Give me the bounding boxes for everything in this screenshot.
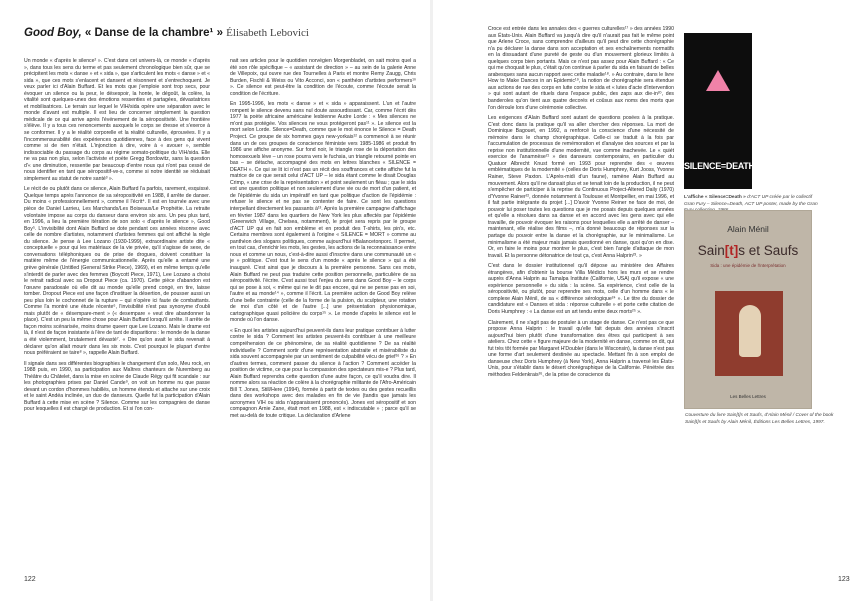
paragraph: Il signale dans ses différentes biographies le changement d'un solo, Meu rock, en 1988 puis, en 1990, sa participation aux Maîtres chanteurs de Nuremberg au Théâtre du Châtelet, dans la mise en scène de Claude Régy qui fit scandale : sur les photographies prises par Daniel Cande⁹, on voit un homme nu que passe devant un cordon d'hommes habillés, un homme étendu et attache sur une croix et le saint Andéa inclinée, un duo de danseurs. Quelle fut la participation d'Alain Buffard à cette mise en scène ? Silence. Comme sur les compagnies de danse pour lesquelles il est chargé de production. Et si l'on con- <box>24 360 210 413</box>
right-page <box>433 0 863 601</box>
poster-caption: L'affiche « Silence=Death » d'ACT UP créée par le collectif Gran Fury – Silence=Death, ACT UP poster, made by the Gran <box>684 195 818 207</box>
book-author: Alain Ménil <box>727 224 769 234</box>
page-number-right: 123 <box>838 576 850 583</box>
paragraph: Croce est entrée dans les annales des « guerres culturelles¹⁷ » des années 1990 aux États-Unis. Alain Buffard va jusqu'à dire qu'il n'aurait pas fait le même point que Arlene Croce, sans comprendre d'ailleurs qu'il peut dire cette chorégraphie n'a pu déclarer la danse dans son acceptation et ses enchaînements normatifs en la dissuadant d'une pureté de geste ou d'un mouvement glorieux limités à quelques corps bien portants. Mais ce n'est pas assez pour Alain Buffard : « Ce qui me choquait le plus, c'était qu'on continue à parler du sida en faisant de belles arabesques sans aucun rapport avec cette maladie¹⁸. » Au contraire, dans le livre How to Make Dances in an Epidemic¹⁹, la notion de chorégraphie sera étendue aux actions de rue des corps en lutte contre le sida et « lutes d'acte d'intervention » qui sont autant de rituels dans l'espace public, des zaps aux die-in²⁰, des banderoles qu'on tient aux quatre decorés et coûsus aux noms des morts que l'on déroule lors d'une cérémonie collective. <box>488 26 674 111</box>
paragraph: En 1995-1996, les mots « danse » et « sida » apparaissent. L'un et l'autre rompent le silence devenu sans nul doute assourdissant. Car, comme l'écrit dès 1977 la poète africaine américaine lesbienne Audre Lorde : « Mes silences ne m'ont pas protégée. Vos silences ne vous protégeront pas¹¹ ». Le silence est la mort selon Lorde. Silence=Death, comme que le mot énonce le Silence = Death Project. Ce groupe de six hommes gays new-yorkais¹² a commencé à se réunir dans un de ces groupes de conscience féministe vers 1985-1986 et produit fin 1986 une affiche anonyme. Sur fond noir, le triangle rose de la déportation des homosexuels lève – un rose pourra vers le fuchsia, un triangle retourné pointe en bas – se détache, accompagné des mots en lettres blanches « SILENCE = DEATH ». Ce qui se lit ici n'est pas un récit des souffrances et cette affiche fut la matrice de ce que serait celui d'ACT UP – le sida étant comme le disait Douglas Crimp, « une crise de la représentation » et point seulement un fléau ; que le sida est une question politique et non seulement d'une vie ou de mort d'un patient, et de l'épidémie du sida un impératif en tant que politique d'action de l'épidémie : refuser le silence et ne pas se contenter de faire. Ce sont les questions interpellant directement les passants à¹³. Après la première campagne d'affichage en février 1987 dans les quartiers de New York les plus affectés par l'épidémie (Greenwich Village, Chelsea, notamment), le projet sera repris par le groupe d'ACT UP qui en fait son emblème et en produit des T-shirts, les pin's, etc. Certains membres sont également à l'origine « SILENCE = MORT » comme au panthéon des slogans politiques, comme aujourd'hui #Balancetonporc. Il permet, en tout cas, d'enrichir les mots, les gestes, les actions de la reconnaissance entre nous et comme un nous, c'est-à-dire aussi d'inscrire dans une communauté un « je » politique. C'est tout le sens d'un monde « après le silence » qui a été inauguré. C'est ainsi que je discours à la première personne. Sans ces mots, Alain Buffard ne peut pas traduire cette position personnelle, particulière de sa séropositivité. l'écrire. C'est aussi tout l'enjeu du sens dans Good Boy – le corps qui se pose à soi, « même qui ne le dit pas encore, qui ne se pense pas en soi, l'autre et au monde¹⁴ », comme il l'écrit. La première action de Good Boy relève d'une belle contrainte (celle de la forme de la pulsion, du sculpteur, une rotation de moi d'un côté et de l'autre [...] une présentation physionomique, cartographique quasi policière du corps¹⁵ ». Le monde d'après le silence est le monde où l'on danse. <box>230 101 416 324</box>
book-subtitle: Sida : une épidémie de l'interprétation <box>710 263 786 268</box>
book-cover <box>685 211 811 408</box>
book-publisher: Les Belles Lettres <box>730 394 766 399</box>
article-title <box>24 26 424 40</box>
silence-death-poster <box>684 33 755 189</box>
left-column-1 <box>24 58 210 578</box>
pink-triangle-icon <box>706 70 730 91</box>
paragraph: Les exigences d'Alain Buffard sont autant de questions posées à la pratique. C'est donc dans la pratique qu'il va aller chercher des réponses. La mort de Dominique Bagouet, en 1992, a renforcé la conscience d'une nécessité de mémoire dans le champ chorégraphique. Celle-ci se traduit à la fois par l'accumulation de processus de remémoration et d'analyse des sources et par la reprise non institutionnelle d'une modernité, vue comme inachevée. Le « quiét exercice de l'anamnèse²¹ » des danseurs contemporains, en particulier du Quatuor Albrecht Knust formé en 1993 pour reprendre des « œuvres emblématiques de la modernité » (celles de Doris Humphrey, Kurt Jooss, Yvonne Rainer, Steve Paxton. L'Après-midi d'un faune), ramène Alain Buffard au mouvement. Alors qu'il ne dansait plus et se tenait loin de la production, il ne peut s'empêcher de participer à la reprise du Continuous Project-Altered Daily (1970) d'Yvonne Rainer²², donnée notamment à Toulouse et Montpellier, en mai 1996, et il fait partie intégrante du projet [...] D'avoir Yvonne Reiner ne face de moi, de pouvoir lui poser toutes les questions que je me posais depuis quelques années et qu'elle a résolues dans sa danse et en accord avec les gens avec qui elle travaille, de pouvoir évoquer les raisons pour lesquelles elle a arrêté de danser – maintenant, elle réalise des films –, m'a donné beaucoup de réponses sur la partage du pouvoir entre la danse et la chorégraphie, sur le minimalisme. Le minimalisme a été majeur mais jamais questionné en danse, quoi qu'on en dise. Or, en faire le moins pour montrer le plus, c'est bien l'angle d'attaque de mon travail. Et la personne détonatrice de tout ça, c'est Anna Halprin²³. » <box>488 115 674 259</box>
title-main: Good Boy, <box>24 27 82 39</box>
paragraph: Le récit de ou plutôt dans ce silence, Alain Buffard l'a parfois, rarement, esquissé. Quelque temps après l'annonce de sa séropositivité en 1988, il arrête de danser. Du moins « professionnellement », comme il l'écrit⁴. Il est en tournée avec une pièce de Daniel Larrieu, Les Marchands/Les Boiseaux/Le Prophétie. La retraite volontaire impose au corps du danseur dans environ six ans. Un peu plus tard, en 1996, a lieu la première itération de son solo « d'après le silence », Good Boy⁵. L'invisibilité dont Alain Buffard se dote pendant ces années résonne avec celle de nombre d'artistes, notamment d'artistes femmes qui ont affiché la règle du silence. Je pense à Lee Lozano (1930-1999), extraordinaire artiste dite « conceptuelle » pour qui les matériaux de la vie privée, qu'il s'agisse de sexe, de conversations téléphoniques ou de prise de drogues, doivent constituer la matière même de l'énergie communicationnelle. Après qu'elle a entamé une grève générale (Untitled (General Strike Piece), 1969), et en même temps qu'elle s'interdit de parler avec des femmes (Boycott Piece, 1971), Lee Lozano a choisi le retrait radical avec sa Dropout Piece (ca. 1970). Cette pièce d'abandon est l'œuvre paradoxale où elle dit au monde qu'elle prend congé, en tire, laisse tomber. Dropout Piece est une façon d'instituer la désertion, de pousser aussi un peu plus loin le cochonnet de la rupture – qui n'opère ici faute de combattants. Comme l'a montré une étude récente⁶, l'invisibilité n'est pas synonyme d'oubli mais plutôt de « désempare-ment » (« desempare » veut dire abandonner la place). C'est un peu la même chose pour Alain Buffard lorsqu'il arrête. Il arrête de façon moins scénarisée, moins drame queerr que Lee Lozano. Mais le drame est là, il n'est de façon insistante à l'ère de tant de disparitions : le monde de la danse a été violemment, brutalement dévasté⁷. « Dire qu'on avait le sida revenait à déclarer qu'on allait mourir dans les six mois. C'est pourquoi le plupart d'entre nous préféraient se taire⁸ », rappelle Alain Buffard. <box>24 186 210 357</box>
page-number-left: 122 <box>24 576 36 583</box>
book-title: Sain[t]s et Saufs <box>697 243 799 258</box>
book-cover-image <box>715 291 783 376</box>
right-column-1 <box>488 26 674 582</box>
left-page <box>0 0 430 601</box>
book-caption: Couverture du livre Sain[t]s et Saufs, d'Alain Ménil / Cover of the book Sain[t]s et Saufs by Alain Ménil, Éditions Les Belles Lettres, 1997. <box>685 413 834 425</box>
paragraph: C'est dans le dossier institutionnel qu'il dépose au ministère des Affaires étrangères, afin d'obtenir la bourse Villa Médicis hors les murs et se rendre auprès d'Anna Halprin au Tamalpa Institute (Californie, USA) qu'il expose « une expérience personnelle » du sida : la scène. Sa expérience, c'est celle de la séropositivité, ou plutôt, pour reprendre ses mots, celle d'un homme dans « le complexe Alain Ménil, de sa « différence sérologique²⁴ ». Le titre du dossier de candidature est « Danses et sida : réponse culturelle » et porte cette citation de Doris Humphrey : « La danse est un art tendu entre deux morts²⁵ ». <box>488 263 674 315</box>
title-author: Élisabeth Lebovici <box>226 27 309 39</box>
paragraph: Un monde « d'après le silence² ». C'est dans cet univers-là, ce monde « d'après », dans tous les sens du terme et pas seulement chronologique bien sûr, que se précipitent les mots « danse » et « sida », que s'articulent les mots « danse » et « sida », que ces mots s'enlacent et dansent et résonnent et s'entrechoquent. Je veux parler ici d'Alain Buffard. Et les mots que j'emploie sont trop secs, pour évoquer un silence ou la peur, le désespoir, la honte, le dégoût, la colère, la vitalité sont quelques-unes des émotions ressenties et partagées, dévastatrices et mobilisatrices. Le terrain sur lequel le VIH/sida opère une séparation avec le monde d'avant est multiple. Il est lieu de concerner simplement la question médicale de ce qui arrive après l'événement de la séropositivité. Une frontière s'élève. Il y a tous ces renoncements auxquels le corps se dresse et s'exerce à se conformer. Il y a le réalité corporelle et la réalité culturelle, éprouvées. Il y a l'incommensurabilité des expériences quotidiennes, face à des gens qui vivent comme si de rien n'était. L'injonction à dire, voire à « avouer », semble indissociable du passage du corps au régime somato-politique du VIH/sida. Elle ne va pas non plus, selon l'activiste et poète Gregg Bordowitz, sans la question d'« une diminution, ressentie par beaucoup d'entre nous qui n'ont pas cessé de nous identifier en tant que séropositif-ve-s, comme si notre identité se réduisait simplement au statut de notre santé³ ». <box>24 58 210 182</box>
paragraph: « En quoi les artistes aujourd'hui peuvent-ils dans leur pratique contribuer à lutter contre le sida ? Comment les artistes peuvent-ils contribuer à une meilleure compréhension de ce phénomène, de sa réalité quotidienne ? De sa réalité individuelle ? Comment sortir d'une représentation abstraite et misérabiliste du sida souvent accompagnée par un sentiment de culpabilité vécu de grief¹⁶ ? » En d'autres termes, comment passer du silence à l'action ? Comment accéder la position de victime, ce que pour la compassion des spectateurs mis-e ? Plus tard, Alain Buffard reprendra cette question d'une autre façon, ce qu'il voudra dire. Il nomme alors sa réaction de colère à la chorégraphie militante de l'Afro-Américain Bill T. Jones, Still/Here (1994), formée à partir de textes ou des gestes recueillis dans des workshops avec des malades en fin de vie (tandis que jamais les acronymes VIH ou sida n'apparaissent prononcés). Jones est séropositif et son compagnon Arnie Zane, était mort en 1988, est « indiscutable » ; parce qu'il se met au-delà de toute critique. La déclaration d'Arlene <box>230 327 416 419</box>
paragraph: Clairement, il ne s'agit pas de postuler à un stage de danse. Ce n'est pas ce que propose Anna Halprin : le travail qu'elle fait depuis des années s'inscrit aujourd'hui bien plutôt d'une transformation des êtres qui participent à ses ateliers. Chez cette « figure majeure de la modernité en danse, comme on dit, qui fut très tôt formée par Margaret H'Doubler (dans le Wisconsin), la danse n'est pas une forme d'art seulement destinée au spectacle. Mettant fin à son emploi de danseuse chez Doris Humphrey (à New York), Anna Halprin a traversé les États-Unis, pour s'établir dans le désert chorégraphique de la Californie. Pénétrée des méthodes Feldenkrais²⁶, de la prise de conscience du <box>488 319 674 378</box>
hand-icon <box>739 305 761 357</box>
left-column-2 <box>230 58 416 578</box>
paragraph: nait ses articles pour le quotidien norvégien Morgenbladet, on sait moins quel a été son rôle spécifique – « assistant de direction » – au sein de la galerie Anne de Villepoix, qui ouvre rue des Tournelles à Paris et montre Remy Zaugg, Chris Burden, Fischli & Weiss ou Vito Acconci, son « panthéon d'artistes performers¹⁰ ». Ce silence est peut-être la condition de l'écoute, comme l'écoute serait la condition de l'écriture. <box>230 58 416 97</box>
poster-slogan: SILENCE=DEATH <box>684 161 755 171</box>
title-subtitle: « Danse de la chambre¹ » <box>81 27 227 39</box>
